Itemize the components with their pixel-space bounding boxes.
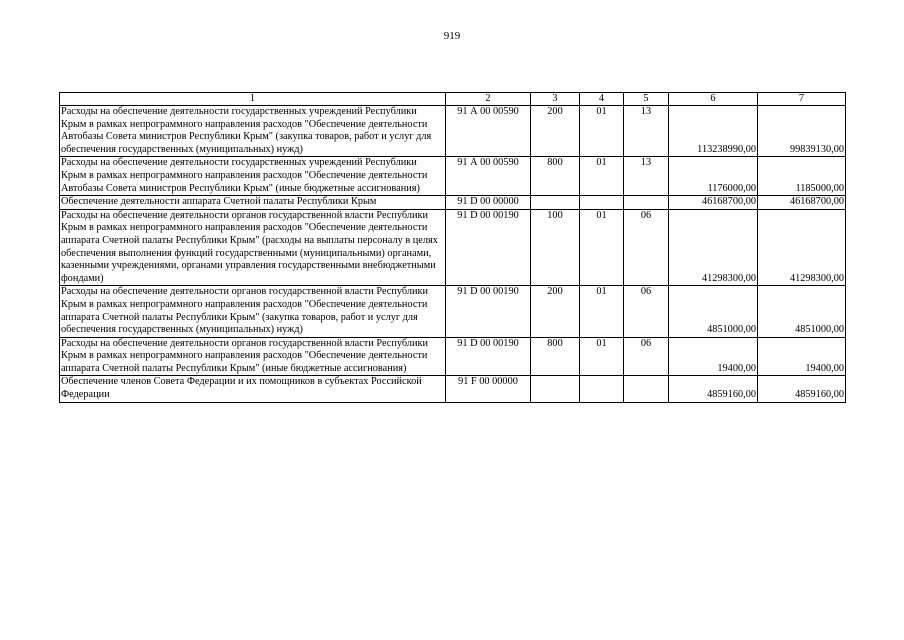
header-cell: 7	[758, 93, 846, 106]
subsection-cell: 06	[624, 286, 669, 337]
section-cell: 01	[580, 157, 624, 196]
expense-name-cell: Расходы на обеспечение деятельности органов государственной власти Республики Крым в рамках непрограммного направления расходов "Обеспечение деятельности аппарата Счетной палаты Республики Крым" (иные бюджетные ассигнования)	[60, 337, 446, 376]
target-code-cell: 91 А 00 00590	[446, 106, 531, 157]
table-row	[60, 209, 846, 286]
table-row	[60, 337, 846, 376]
target-code-cell: 91 F 00 00000	[446, 376, 531, 402]
amount-year2-cell: 1185000,00	[758, 157, 846, 196]
amount-year1-cell: 1176000,00	[669, 157, 758, 196]
expense-name-cell: Расходы на обеспечение деятельности органов государственной власти Республики Крым в рамках непрограммного направления расходов "Обеспечение деятельности аппарата Счетной палаты Республики Крым" (закупка товаров, работ и услуг для обеспечения государственных (муниципальных) нужд)	[60, 286, 446, 337]
amount-year2-cell: 99839130,00	[758, 106, 846, 157]
table-row	[60, 157, 846, 196]
table-row	[60, 196, 846, 210]
amount-year1-cell: 4859160,00	[669, 376, 758, 402]
amount-year2-cell: 4859160,00	[758, 376, 846, 402]
amount-year1-cell: 41298300,00	[669, 209, 758, 286]
subsection-cell: 06	[624, 337, 669, 376]
expense-name-cell: Расходы на обеспечение деятельности государственных учреждений Республики Крым в рамках непрограммного направления расходов "Обеспечение деятельности Автобазы Совета министров Республики Крым" (закупка товаров, работ и услуг для обеспечения государственных (муниципальных) нужд)	[60, 106, 446, 157]
amount-year2-cell: 4851000,00	[758, 286, 846, 337]
subsection-cell: 13	[624, 106, 669, 157]
subsection-cell	[624, 196, 669, 210]
target-code-cell: 91 D 00 00190	[446, 286, 531, 337]
budget-table	[59, 92, 846, 403]
table-header-row	[60, 93, 846, 106]
amount-year2-cell: 19400,00	[758, 337, 846, 376]
table-row	[60, 376, 846, 402]
expense-name-cell: Расходы на обеспечение деятельности органов государственной власти Республики Крым в рамках непрограммного направления расходов "Обеспечение деятельности аппарата Счетной палаты Республики Крым" (расходы на выплаты персоналу в целях обеспечения выполнения функций государственными (муниципальными) органами, казенными учреждениями, органами управления государственными внебюджетными фондами)	[60, 209, 446, 286]
table-row	[60, 286, 846, 337]
expense-name-cell: Расходы на обеспечение деятельности государственных учреждений Республики Крым в рамках непрограммного направления расходов "Обеспечение деятельности Автобазы Совета министров Республики Крым" (иные бюджетные ассигнования)	[60, 157, 446, 196]
header-cell: 2	[446, 93, 531, 106]
amount-year1-cell: 113238990,00	[669, 106, 758, 157]
section-cell: 01	[580, 286, 624, 337]
expense-name-cell: Обеспечение деятельности аппарата Счетной палаты Республики Крым	[60, 196, 446, 210]
expense-name-cell: Обеспечение членов Совета Федерации и их помощников в субъектах Российской Федерации	[60, 376, 446, 402]
section-cell	[580, 376, 624, 402]
amount-year2-cell: 46168700,00	[758, 196, 846, 210]
amount-year1-cell: 46168700,00	[669, 196, 758, 210]
header-cell: 5	[624, 93, 669, 106]
subsection-cell: 13	[624, 157, 669, 196]
subsection-cell	[624, 376, 669, 402]
expense-type-cell: 800	[531, 157, 580, 196]
expense-type-cell	[531, 196, 580, 210]
section-cell: 01	[580, 337, 624, 376]
amount-year1-cell: 4851000,00	[669, 286, 758, 337]
target-code-cell: 91 D 00 00190	[446, 209, 531, 286]
expense-type-cell: 200	[531, 286, 580, 337]
header-cell: 1	[60, 93, 446, 106]
section-cell: 01	[580, 209, 624, 286]
header-cell: 3	[531, 93, 580, 106]
subsection-cell: 06	[624, 209, 669, 286]
expense-type-cell: 100	[531, 209, 580, 286]
target-code-cell: 91 D 00 00000	[446, 196, 531, 210]
expense-type-cell	[531, 376, 580, 402]
target-code-cell: 91 А 00 00590	[446, 157, 531, 196]
header-cell: 6	[669, 93, 758, 106]
page-number: 919	[443, 30, 461, 42]
section-cell: 01	[580, 106, 624, 157]
amount-year2-cell: 41298300,00	[758, 209, 846, 286]
target-code-cell: 91 D 00 00190	[446, 337, 531, 376]
section-cell	[580, 196, 624, 210]
header-cell: 4	[580, 93, 624, 106]
table-row	[60, 106, 846, 157]
amount-year1-cell: 19400,00	[669, 337, 758, 376]
expense-type-cell: 200	[531, 106, 580, 157]
expense-type-cell: 800	[531, 337, 580, 376]
